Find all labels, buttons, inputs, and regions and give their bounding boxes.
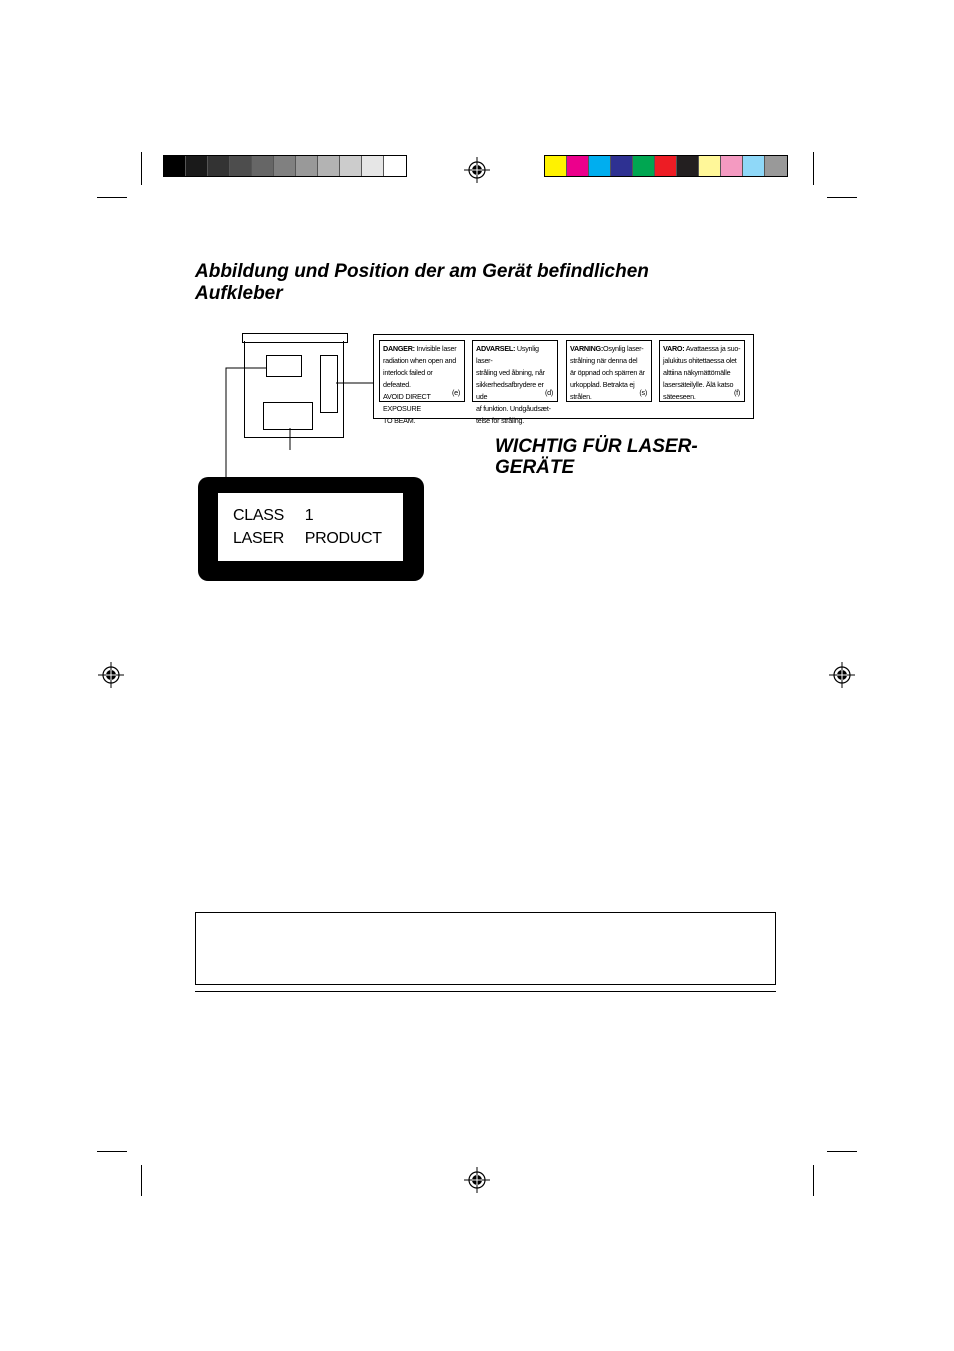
laser-product-line: LASER PRODUCT bbox=[233, 530, 382, 547]
warning-line: AVOID DIRECT EXPOSURE bbox=[383, 392, 431, 413]
warning-line: VARNING:Osynlig laser- bbox=[570, 344, 644, 353]
warning-line: strålning när denna del bbox=[570, 356, 638, 365]
horizontal-rule bbox=[195, 991, 776, 992]
warning-line: af funktion. Undgåudsæt- bbox=[476, 404, 551, 413]
warning-line: stråling ved åbning, når bbox=[476, 368, 545, 377]
heading-line: Aufkleber bbox=[195, 283, 283, 304]
warning-line: är öppnad och spärren är bbox=[570, 368, 645, 377]
warning-line: urkopplad. Betrakta ej bbox=[570, 380, 635, 389]
warning-line: telse for stråling. bbox=[476, 416, 524, 425]
warning-line: ADVARSEL: Usynlig laser- bbox=[476, 344, 539, 365]
warning-line: lasersäteilylle. Älä katso bbox=[663, 380, 734, 389]
warning-line: säteeseen. bbox=[663, 392, 696, 401]
warning-line: interlock failed or defeated. bbox=[383, 368, 433, 389]
warning-lead: ADVARSEL: bbox=[476, 344, 516, 353]
warning-line: sikkerhedsafbrydere er ude bbox=[476, 380, 544, 401]
warning-lead: VARNING: bbox=[570, 344, 604, 353]
empty-text-frame bbox=[195, 912, 776, 985]
warning-line: jalukitus ohitettaessa olet bbox=[663, 356, 737, 365]
warning-line: strålen. bbox=[570, 392, 592, 401]
warning-text-varo bbox=[659, 340, 745, 402]
language-code: (f) bbox=[733, 388, 740, 397]
warning-lead: DANGER: bbox=[383, 344, 415, 353]
warning-line: TO BEAM. bbox=[383, 416, 416, 425]
class1-label-inner bbox=[218, 493, 403, 561]
warning-text-varning bbox=[566, 340, 652, 402]
warning-line: VARO: Avattaessa ja suo- bbox=[663, 344, 741, 353]
warning-text-danger bbox=[379, 340, 465, 425]
notice-heading-line: GERÄTE bbox=[495, 457, 575, 478]
warning-line: alttiina näkymättömälle bbox=[663, 368, 731, 377]
language-code: (s) bbox=[639, 388, 647, 397]
warning-line: radiation when open and bbox=[383, 356, 456, 365]
laser-warning-label bbox=[373, 334, 754, 425]
language-code: (e) bbox=[451, 388, 460, 397]
class1-laser-label bbox=[198, 477, 424, 581]
language-code: (d) bbox=[544, 388, 553, 397]
class-line: CLASS 1 bbox=[233, 507, 314, 524]
warning-line: DANGER: Invisible laser bbox=[383, 344, 457, 353]
notice-heading-line: WICHTIG FÜR LASER- bbox=[495, 436, 698, 457]
heading-line: Abbildung und Position der am Gerät befindlichen bbox=[195, 261, 649, 282]
warning-text-advarsel bbox=[472, 340, 558, 425]
warning-lead: VARO: bbox=[663, 344, 685, 353]
laser-notice-heading bbox=[495, 436, 755, 478]
